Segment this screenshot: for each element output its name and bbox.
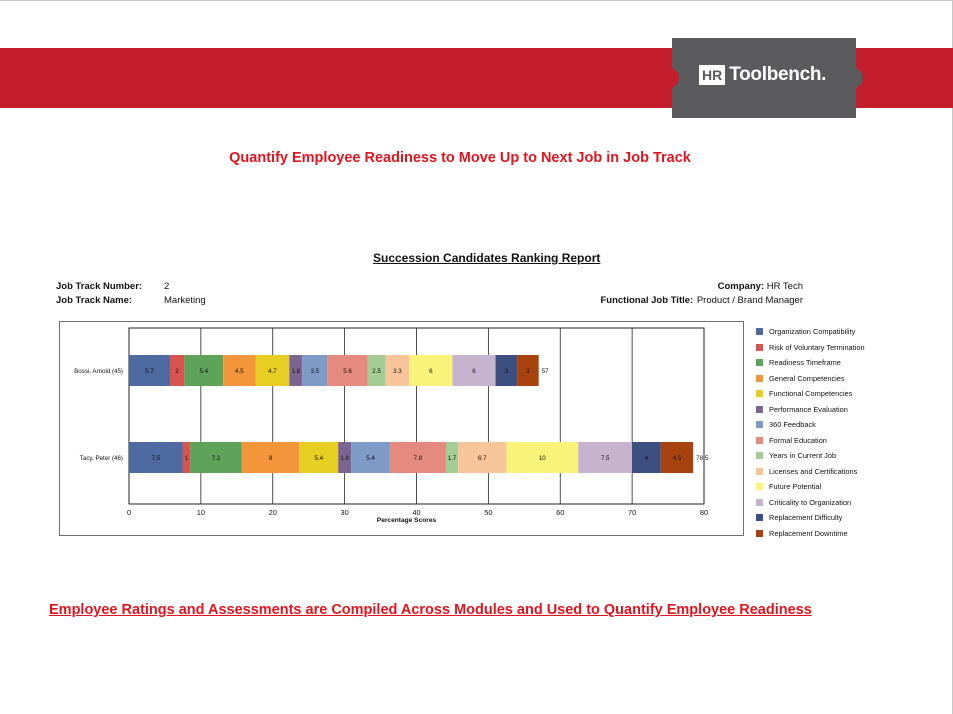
- data-label: 4.5: [672, 455, 682, 462]
- data-label: 3.3: [393, 368, 402, 375]
- data-label: 1.7: [447, 455, 457, 462]
- data-label: 7.5: [600, 455, 610, 462]
- data-label: 7.2: [211, 455, 221, 462]
- legend-item: [756, 479, 946, 495]
- data-label: 3: [526, 368, 530, 375]
- stacked-bar-chart: [59, 321, 742, 534]
- total-label: 78.5: [696, 455, 709, 462]
- data-label: 5.7: [145, 368, 154, 375]
- job-track-name-value: Marketing: [164, 295, 206, 306]
- data-label: 6: [472, 368, 476, 375]
- legend-item: [756, 340, 946, 356]
- legend-swatch: [756, 375, 763, 382]
- functional-title-value: Product / Brand Manager: [696, 295, 803, 306]
- company-value: HR Tech: [766, 281, 803, 292]
- hr-toolbench-logo: [672, 38, 856, 118]
- category-label: Bossi, Arnold (45): [74, 368, 123, 375]
- legend-item: [756, 464, 946, 480]
- x-tick-label: 60: [556, 508, 565, 517]
- x-tick-label: 20: [268, 508, 277, 517]
- legend-item: [756, 495, 946, 511]
- data-label: 6.7: [477, 455, 487, 462]
- data-label: 4.7: [268, 368, 277, 375]
- footer-statement: Employee Ratings and Assessments are Compiled Across Modules and Used to Quantify Employee Readiness: [49, 602, 812, 618]
- legend-swatch: [756, 421, 763, 428]
- legend-item: [756, 324, 946, 340]
- legend-swatch: [756, 452, 763, 459]
- job-track-name-label: Job Track Name:: [56, 295, 133, 306]
- legend-label: Replacement Downtime: [769, 528, 848, 538]
- x-tick-label: 0: [126, 508, 132, 517]
- data-label: 10: [538, 455, 546, 462]
- legend-label: Replacement Difficulty: [769, 513, 843, 523]
- legend-item: [756, 510, 946, 526]
- legend-item: [756, 526, 946, 542]
- legend-swatch: [756, 530, 763, 537]
- data-label: 1.8: [340, 455, 349, 462]
- x-tick-label: 70: [628, 508, 637, 517]
- data-label: 2: [175, 368, 179, 375]
- data-label: 5.6: [343, 368, 352, 375]
- legend-item: [756, 402, 946, 418]
- report-title: Succession Candidates Ranking Report: [373, 251, 601, 265]
- legend-item: [756, 355, 946, 371]
- data-label: 7.8: [413, 455, 423, 462]
- puzzle-notch-left: [665, 68, 679, 88]
- legend-swatch: [756, 514, 763, 521]
- legend-item: [756, 433, 946, 449]
- x-tick-label: 50: [484, 508, 493, 517]
- legend-item: [756, 417, 946, 433]
- total-label: 57: [541, 368, 549, 375]
- data-label: 3.5: [310, 368, 320, 375]
- legend-swatch: [756, 483, 763, 490]
- legend-swatch: [756, 406, 763, 413]
- job-track-number-label: Job Track Number:: [56, 281, 143, 292]
- x-tick-label: 40: [412, 508, 421, 517]
- logo-content: [699, 64, 826, 86]
- legend-label: Performance Evaluation: [769, 404, 848, 414]
- legend-swatch: [756, 499, 763, 506]
- logo-mark: HR: [699, 65, 725, 85]
- legend-label: Readiness Timeframe: [769, 358, 841, 368]
- data-label: 6: [429, 368, 433, 375]
- data-label: 1.8: [291, 368, 301, 375]
- legend-label: 360 Feedback: [769, 420, 816, 430]
- legend-label: Risk of Voluntary Termination: [769, 342, 865, 352]
- company-line: Company: HR Tech: [717, 281, 803, 292]
- data-label: 3: [504, 368, 509, 375]
- data-label: 8: [268, 455, 273, 462]
- data-label: 7.5: [151, 455, 161, 462]
- slide-border-top: [0, 0, 953, 1]
- legend-swatch: [756, 344, 763, 351]
- legend-label: General Competencies: [769, 373, 845, 383]
- chart-legend: [756, 324, 946, 541]
- data-label: 5.4: [199, 368, 209, 375]
- x-tick-label: 30: [340, 508, 349, 517]
- data-label: 4.5: [235, 368, 244, 375]
- legend-swatch: [756, 328, 763, 335]
- legend-label: Formal Education: [769, 435, 827, 445]
- legend-label: Years in Current Job: [769, 451, 837, 461]
- data-label: 2.5: [372, 368, 381, 375]
- legend-item: [756, 448, 946, 464]
- job-track-number-value: 2: [164, 281, 170, 292]
- legend-swatch: [756, 359, 763, 366]
- legend-label: Future Potential: [769, 482, 822, 492]
- legend-item: [756, 371, 946, 387]
- legend-swatch: [756, 390, 763, 397]
- data-label: 1: [184, 455, 189, 462]
- legend-label: Licenses and Certifications: [769, 466, 858, 476]
- data-label: 4: [644, 455, 649, 462]
- x-tick-label: 80: [699, 508, 709, 517]
- legend-swatch: [756, 437, 763, 444]
- x-axis-label: Percentage Scores: [376, 517, 437, 524]
- data-label: 5.4: [366, 455, 375, 462]
- category-label: Tacy, Peter (46): [79, 455, 123, 462]
- legend-swatch: [756, 468, 763, 475]
- legend-label: Organization Compatibility: [769, 327, 856, 337]
- legend-item: [756, 386, 946, 402]
- legend-label: Criticality to Organization: [769, 497, 852, 507]
- x-tick-label: 10: [196, 508, 205, 517]
- page-headline: Quantify Employee Readiness to Move Up to Next Job in Job Track: [229, 150, 691, 166]
- logo-text: Toolbench.: [729, 64, 827, 85]
- legend-label: Functional Competencies: [769, 389, 853, 399]
- data-label: 5.4: [314, 455, 324, 462]
- functional-title-line: Functional Job Title: Product / Brand Manager: [600, 295, 803, 306]
